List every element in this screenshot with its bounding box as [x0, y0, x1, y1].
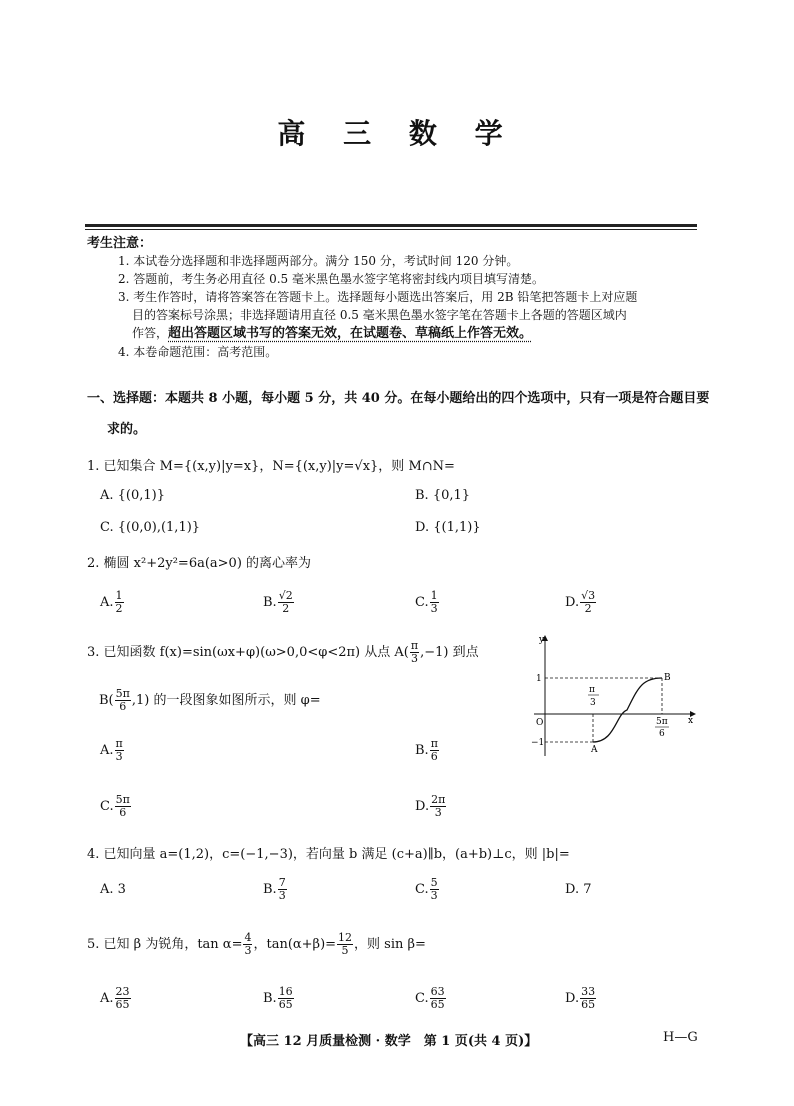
sine-curve: [593, 678, 662, 742]
q1-option-b: B. {0,1}: [415, 488, 471, 503]
q4-option-a: A. 3: [100, 882, 126, 897]
exam-title: 高 三 数 学: [277, 117, 517, 150]
q5-stem: 5. 已知 β 为锐角，tan α= $\frac{4}{3}$ ，tan(α+β)= $\frac{12}{5}$ ，则 sin β=: [87, 931, 426, 957]
section-heading: 一、选择题：本题共 8 小题，每小题 5 分，共 40 分。在每小题给出的四个选项中，只有一项是符合题目要: [87, 391, 710, 406]
header-rule-thin: [85, 229, 697, 230]
q5-option-c: C. $\frac{63}{65}$: [415, 985, 445, 1011]
page-footer: 【高三 12 月质量检测 · 数学 第 1 页(共 4 页)】: [240, 1034, 538, 1049]
q5-option-d: D. $\frac{33}{65}$: [565, 985, 596, 1011]
point-b-label: B: [664, 673, 671, 683]
q4-stem: 4. 已知向量 a=(1,2)，c=(−1,−3)，若向量 b 满足 (c+a)∥b，(a+b)⊥c，则 |b|=: [87, 847, 570, 862]
notice-heading: 考生注意：: [87, 236, 153, 251]
point-a-label: A: [591, 745, 598, 755]
notice-item: 3. 考生作答时，请将答案答在答题卡上。选择题每小题选出答案后，用 2B 铅笔把答题卡上对应题: [118, 290, 638, 304]
q3-option-b: B. $\frac{\pi}{6}$: [415, 737, 438, 763]
q3-option-a: A. $\frac{\pi}{3}$: [100, 737, 123, 763]
paper-code: H—G: [663, 1030, 698, 1045]
x-tick-2-den: 6: [659, 729, 665, 739]
x-tick-1-den: 3: [590, 698, 596, 708]
q5-option-a: A. $\frac{23}{65}$: [100, 985, 130, 1011]
y-tick-minus1: −1: [531, 738, 545, 748]
q1-option-a: A. {(0,1)}: [100, 488, 166, 503]
notice-text: 作答，: [132, 326, 169, 340]
q4-option-b: B. $\frac{7}{3}$: [263, 876, 286, 902]
section-heading-cont: 求的。: [107, 422, 147, 437]
q3-stem-line2: B( $\frac{5\pi}{6}$ ,1) 的一段图象如图所示，则 φ=: [99, 687, 321, 713]
header-rule-thick: [85, 224, 697, 227]
notice-item: 1. 本试卷分选择题和非选择题两部分。满分 150 分，考试时间 120 分钟。: [118, 254, 519, 268]
y-axis-label: y: [539, 635, 545, 645]
q2-option-c: C. $\frac{1}{3}$: [415, 589, 438, 615]
q2-option-a: A. $\frac{1}{2}$: [100, 589, 123, 615]
q3-stem-line1: 3. 已知函数 f(x)=sin(ωx+φ)(ω>0,0<φ<2π) 从点 A( $\frac{\pi}{3}$ ,−1) 到点: [87, 639, 479, 665]
q4-option-d: D. 7: [565, 882, 592, 897]
q4-option-c: C. $\frac{5}{3}$: [415, 876, 438, 902]
x-tick-2-num: 5π: [656, 717, 668, 727]
q1-option-c: C. {(0,0),(1,1)}: [100, 520, 201, 535]
q1-stem: 1. 已知集合 M={(x,y)|y=x}，N={(x,y)|y=√x}，则 M∩N=: [87, 459, 455, 474]
q3-option-d: D. $\frac{2\pi}{3}$: [415, 793, 446, 819]
notice-item: 4. 本卷命题范围：高考范围。: [118, 345, 278, 359]
q2-option-b: B. $\frac{√2}{2}$: [263, 589, 293, 615]
notice-item-emphasis-line: [118, 324, 698, 343]
q2-option-d: D. $\frac{√3}{2}$: [565, 589, 596, 615]
y-tick-1: 1: [536, 674, 542, 684]
x-axis-label: x: [688, 716, 694, 726]
q1-option-d: D. {(1,1)}: [415, 520, 481, 535]
notice-item: 2. 答题前，考生务必用直径 0.5 毫米黑色墨水签字笔将密封线内项目填写清楚。: [118, 272, 544, 286]
q5-option-b: B. $\frac{16}{65}$: [263, 985, 293, 1011]
x-tick-1-num: π: [589, 685, 595, 695]
notice-item: 目的答案标号涂黑；非选择题请用直径 0.5 毫米黑色墨水签字笔在答题卡上各题的答题区域内: [132, 308, 627, 322]
notice-list: [118, 252, 698, 361]
origin-label: O: [536, 718, 544, 728]
q2-stem: 2. 椭圆 x²+2y²=6a(a>0) 的离心率为: [87, 556, 312, 571]
q3-option-c: C. $\frac{5\pi}{6}$: [100, 793, 130, 819]
q3-function-graph: [530, 628, 700, 763]
notice-emphasis: 超出答题区域书写的答案无效，在试题卷、草稿纸上作答无效。: [168, 326, 533, 341]
